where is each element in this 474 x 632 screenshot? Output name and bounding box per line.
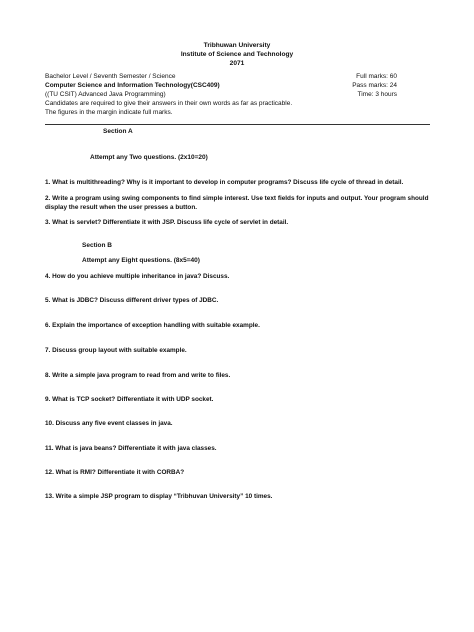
course-line: Computer Science and Information Technology(CSC409) <box>45 82 220 89</box>
question-13: 13. Write a simple JSP program to display “Tribhuvan University” 10 times. <box>45 493 273 500</box>
instruction-line-2: The figures in the margin indicate full marks. <box>45 109 173 116</box>
question-2: 2. Write a program using swing components to find simple interest. Use text fields for inputs and output. Your program should display the result when the user presses a button. <box>45 195 429 211</box>
section-b-title: Section B <box>82 242 112 249</box>
question-1: 1. What is multithreading? Why is it important to develop in computer programs? Discuss life cycle of thread in detail. <box>45 179 404 186</box>
section-a-instruction: Attempt any Two questions. (2x10=20) <box>90 154 208 161</box>
question-7: 7. Discuss group layout with suitable example. <box>45 347 187 354</box>
institute-name: Institute of Science and Technology <box>180 51 294 58</box>
question-4: 4. How do you achieve multiple inheritance in java? Discuss. <box>45 273 230 280</box>
exam-year: 2071 <box>229 60 245 67</box>
question-9: 9. What is TCP socket? Differentiate it with UDP socket. <box>45 396 214 403</box>
question-5: 5. What is JDBC? Discuss different driver types of JDBC. <box>45 297 219 304</box>
level-line: Bachelor Level / Seventh Semester / Science <box>45 73 176 80</box>
university-name: Tribhuwan University <box>203 42 271 49</box>
section-b-instruction: Attempt any Eight questions. (8x5=40) <box>82 257 200 264</box>
pass-marks: Pass marks: 24 <box>352 82 397 89</box>
question-8: 8. Write a simple java program to read from and write to files. <box>45 372 231 379</box>
question-6: 6. Explain the importance of exception handling with suitable example. <box>45 322 260 329</box>
section-a-title: Section A <box>103 128 133 135</box>
question-11: 11. What is java beans? Differentiate it with java classes. <box>45 445 217 452</box>
header-divider <box>45 124 430 125</box>
question-3: 3. What is servlet? Differentiate it with JSP. Discuss life cycle of servlet in detail. <box>45 219 289 226</box>
time-allowed: Time: 3 hours <box>357 91 397 98</box>
question-10: 10. Discuss any five event classes in java. <box>45 420 173 427</box>
full-marks: Full marks: 60 <box>356 73 397 80</box>
question-12: 12. What is RMI? Differentiate it with CORBA? <box>45 469 185 476</box>
instruction-line-1: Candidates are required to give their answers in their own words as far as practicable. <box>45 100 293 107</box>
subject-line: ((TU CSIT) Advanced Java Programming) <box>45 91 166 98</box>
